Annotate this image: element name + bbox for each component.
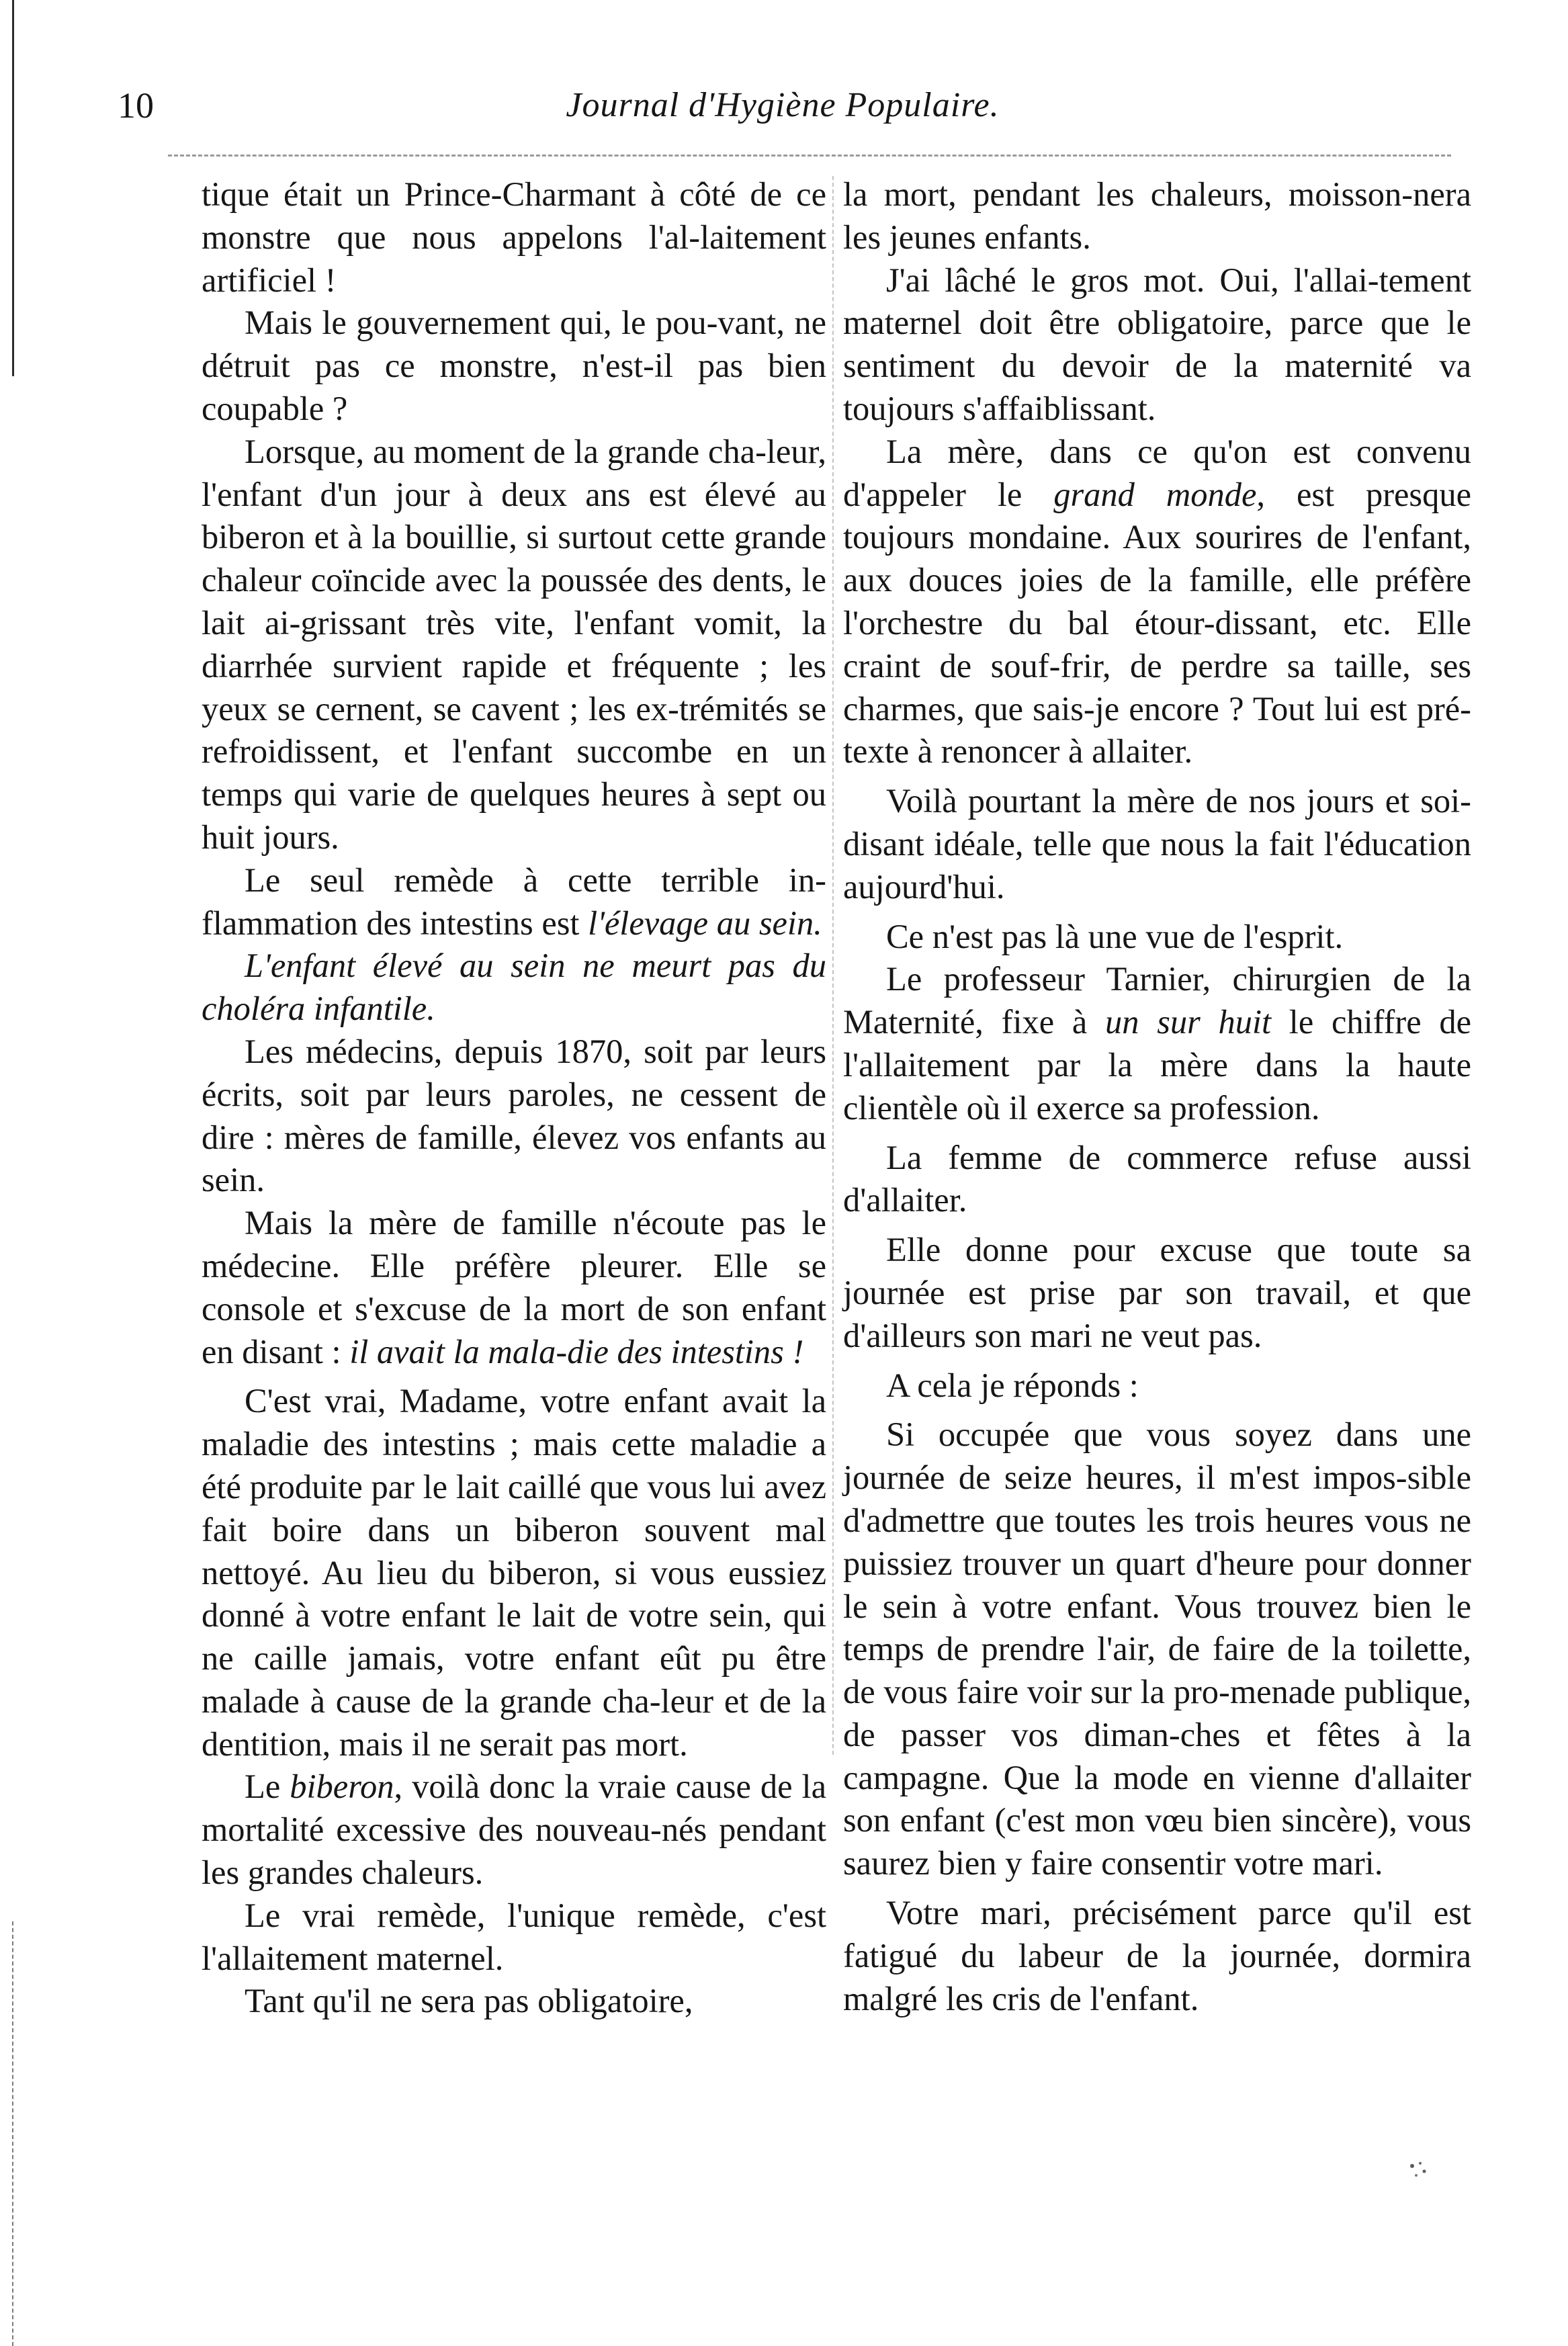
- left-paragraph-4-text: Le seul remède à cette terrible in-flammation des intestins est: [202, 861, 826, 942]
- left-paragraph-3: Lorsque, au moment de la grande cha-leur, l'enfant d'un jour à deux ans est élevé au biberon et à la bouillie, si surtout cette grande chaleur coïncide avec la poussée des dents, le lait ai-grissant très vite, l'enfant vomit, la diarrhée survient rapide et fréquente ; les yeux se cernent, se cavent ; les ex-trémités se refroidissent, et l'enfant succombe en un temps qui varie de quelques heures à sept ou huit jours.: [202, 432, 826, 856]
- left-paragraph-5-quote: L'enfant élevé au sein ne meurt pas du choléra infantile.: [202, 947, 826, 1028]
- page-edge-dots: [12, 1921, 13, 2346]
- ink-speck-icon: [1404, 2157, 1431, 2183]
- left-paragraph-9-text-a: Le: [245, 1768, 290, 1806]
- left-paragraph-8: C'est vrai, Madame, votre enfant avait la maladie des intestins ; mais cette maladie a été produite par le lait caillé que vous lui avez fait boire dans un biberon souvent mal nettoyé. Au lieu du biberon, si vous eussiez donné à votre enfant le lait de votre sein, qui ne caille jamais, votre enfant eût pu être malade à cause de la grande cha-leur et de la dentition, mais il ne serait pas mort.: [202, 1382, 826, 1763]
- right-paragraph-6-text-a: Le professeur Tarnier, chirurgien de la Maternité, fixe à: [843, 960, 1471, 1041]
- running-head: [118, 75, 1448, 136]
- left-paragraph-9-text-b: , voilà donc la vraie cause de la mortalité excessive des nouveau-nés pendant les grandes chaleurs.: [202, 1768, 827, 1892]
- right-paragraph-2: J'ai lâché le gros mot. Oui, l'allai-tement maternel doit être obligatoire, parce que le sentiment du devoir de la maternité va toujours s'affaiblissant.: [843, 261, 1471, 427]
- right-paragraph-8: Elle donne pour excuse que toute sa journée est prise par son travail, et que d'ailleurs son mari ne veut pas.: [843, 1231, 1471, 1354]
- right-column: [843, 173, 1471, 2017]
- left-paragraph-11: Tant qu'il ne sera pas obligatoire,: [245, 1982, 693, 2020]
- right-paragraph-9: A cela je réponds :: [886, 1366, 1139, 1404]
- header-rule: [168, 155, 1451, 157]
- page-number: 10: [118, 85, 154, 126]
- right-paragraph-6-emphasis: un sur huit: [1105, 1003, 1272, 1041]
- left-paragraph-9-emphasis: biberon: [290, 1768, 394, 1806]
- left-paragraph-1: tique était un Prince-Charmant à côté de ce monstre que nous appelons l'al-laitement artificiel !: [202, 175, 826, 299]
- right-paragraph-10: Si occupée que vous soyez dans une journée de seize heures, il m'est impos-sible d'admettre que toutes les trois heures vous ne puissiez trouver un quart d'heure pour donner le sein à votre enfant. Vous trouvez bien le temps de prendre l'air, de faire de la toilette, de vous faire voir sur la pro-menade publique, de passer vos diman-ches et fêtes à la campagne. Que la mode en vienne d'allaiter son enfant (c'est mon vœu bien sincère), vous saurez bien y faire consentir votre mari.: [843, 1416, 1471, 1882]
- left-paragraph-4-emphasis: l'élevage au sein.: [588, 904, 822, 942]
- left-paragraph-2: Mais le gouvernement qui, le pou-vant, ne détruit pas ce monstre, n'est-il pas bien coupable ?: [202, 304, 826, 427]
- right-paragraph-3-emphasis: grand monde: [1053, 475, 1257, 513]
- left-paragraph-7: [202, 1202, 826, 1373]
- left-paragraph-9: [202, 1766, 826, 1894]
- left-paragraph-10: Le vrai remède, l'unique remède, c'est l'allaitement maternel.: [202, 1896, 826, 1977]
- left-paragraph-6: Les médecins, depuis 1870, soit par leurs écrits, soit par leurs paroles, ne cessent de dire : mères de famille, élevez vos enfants au sein.: [202, 1032, 826, 1199]
- right-paragraph-6-text-b: le chiffre de l'allaitement par la mère dans la haute clientèle où il exerce sa profession.: [843, 1003, 1471, 1127]
- left-paragraph-4: [202, 859, 826, 945]
- right-paragraph-7: La femme de commerce refuse aussi d'allaiter.: [843, 1138, 1471, 1219]
- left-paragraph-7-text: Mais la mère de famille n'écoute pas le médecine. Elle préfère pleurer. Elle se console et s'excuse de la mort de son enfant en disant :: [202, 1204, 826, 1371]
- page-edge-line: [12, 0, 14, 376]
- left-column: [202, 173, 827, 2020]
- right-paragraph-3: [843, 431, 1471, 773]
- column-divider: [832, 176, 834, 1755]
- right-paragraph-3-text-b: , est presque toujours mondaine. Aux sourires de l'enfant, aux douces joies de la famille, elle préfère l'orchestre du bal étour-dissant, etc. Elle craint de souf-frir, de perdre sa taille, ses charmes, que sais-je encore ? Tout lui est pré-texte à renoncer à allaiter.: [843, 475, 1471, 771]
- right-paragraph-6: [843, 958, 1471, 1129]
- journal-title: Journal d'Hygiène Populaire.: [566, 86, 1000, 124]
- right-paragraph-4: Voilà pourtant la mère de nos jours et soi-disant idéale, telle que nous la fait l'éducation aujourd'hui.: [843, 782, 1471, 906]
- right-paragraph-3-text-a: La mère, dans ce qu'on est convenu d'appeler le: [843, 432, 1471, 513]
- right-paragraph-1: la mort, pendant les chaleurs, moisson-nera les jeunes enfants.: [843, 175, 1471, 256]
- right-paragraph-11: Votre mari, précisément parce qu'il est fatigué du labeur de la journée, dormira malgré les cris de l'enfant.: [843, 1894, 1471, 2017]
- right-paragraph-5: Ce n'est pas là une vue de l'esprit.: [886, 917, 1344, 955]
- left-paragraph-7-emphasis: il avait la mala-die des intestins !: [349, 1332, 804, 1371]
